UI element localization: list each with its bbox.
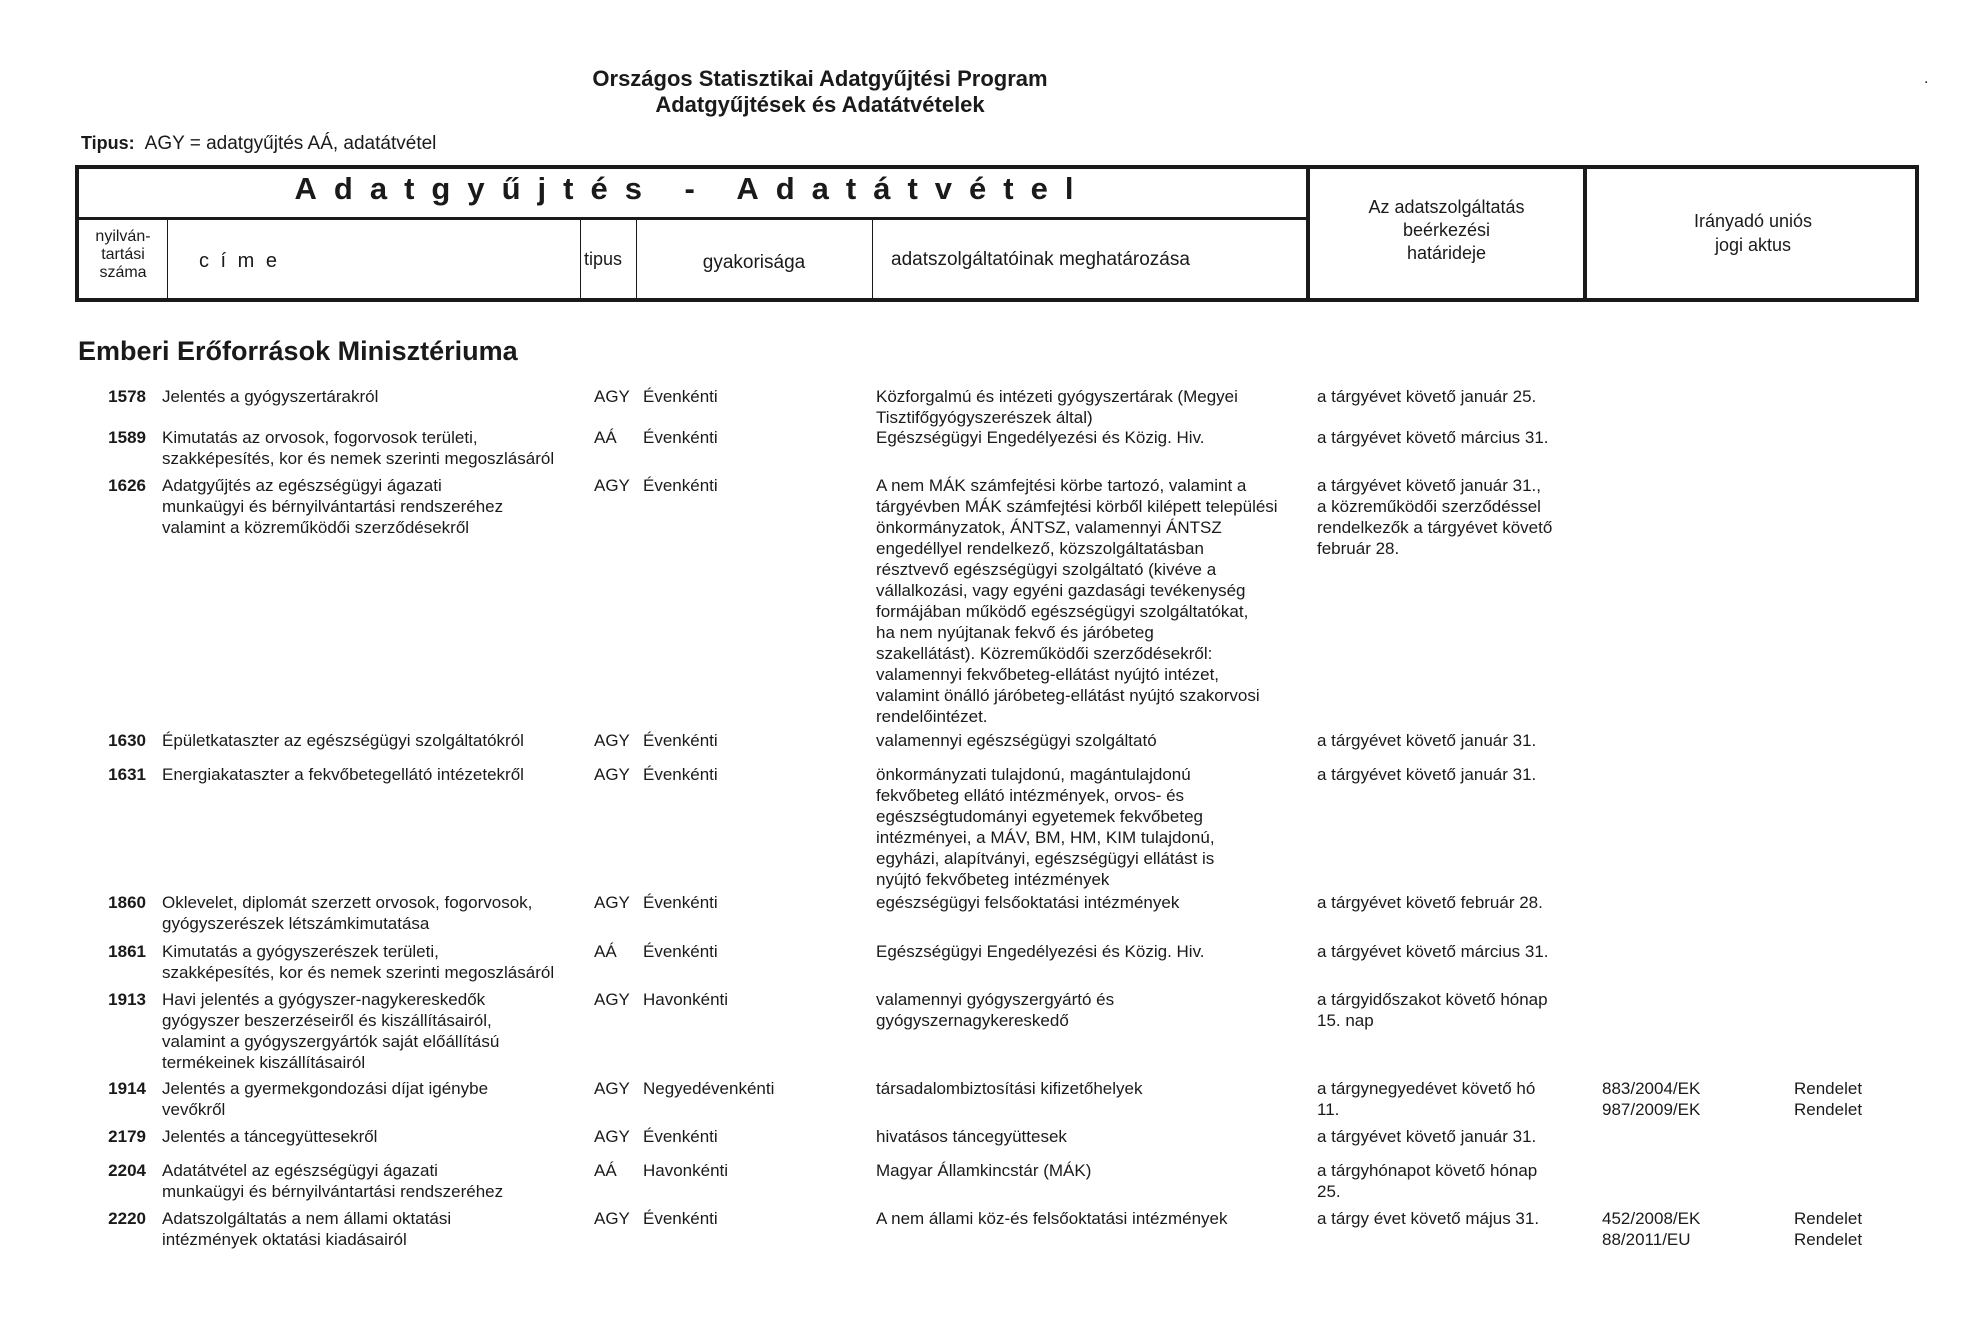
row-deadline-line: a tárgyévet követő január 31. — [1317, 765, 1537, 784]
row-title-line: intézmények oktatási kiadásairól — [162, 1230, 407, 1249]
header-col-type: tipus — [584, 249, 623, 269]
row-deadline-line: rendelkezők a tárgyévet követő — [1317, 518, 1553, 537]
row-title — [162, 941, 592, 983]
row-eu-act — [1602, 1208, 1762, 1250]
row-number: 1861 — [108, 942, 146, 961]
header-vline-title — [580, 220, 581, 298]
row-title-line: vevőkről — [162, 1100, 226, 1119]
row-deadline-line: 11. — [1317, 1100, 1340, 1119]
header-col-title: c í m e — [199, 250, 281, 272]
row-provider — [876, 989, 1316, 1031]
row-title — [162, 1126, 592, 1147]
row-eu-act — [1602, 1078, 1762, 1120]
row-deadline-line: a tárgyévet követő január 31. — [1317, 1127, 1537, 1146]
type-legend-text: AGY = adatgyűjtés AÁ, adatátvétel — [144, 133, 437, 154]
row-provider-line: Egészségügyi Engedélyezési és Közig. Hiv. — [876, 428, 1205, 447]
row-provider-line: tárgyévben MÁK számfejtési körből kilépett települési — [876, 497, 1278, 516]
header-col-num-line: száma — [99, 264, 147, 281]
row-number: 1626 — [108, 476, 146, 495]
row-deadline-line: a tárgyévet követő március 31. — [1317, 942, 1549, 961]
header-col-num-line: nyilván- — [95, 228, 151, 245]
row-deadline-line: a tárgyhónapot követő hónap — [1317, 1161, 1538, 1180]
row-number: 1578 — [108, 387, 146, 406]
type-legend — [81, 133, 436, 155]
row-frequency: Negyedévenkénti — [643, 1079, 775, 1098]
row-title-line: Kimutatás a gyógyszerészek területi, — [162, 942, 439, 961]
row-frequency: Évenkénti — [643, 942, 718, 961]
row-title-line: Oklevelet, diplomát szerzett orvosok, fogorvosok, — [162, 893, 533, 912]
row-provider — [876, 941, 1316, 962]
row-provider-line: résztvevő egészségügyi szolgáltató (kivéve a — [876, 560, 1217, 579]
row-eu-act-kind-line: Rendelet — [1794, 1209, 1863, 1228]
row-provider-line: A nem állami köz-és felsőoktatási intézmények — [876, 1209, 1228, 1228]
row-deadline-line: a tárgyidőszakot követő hónap — [1317, 990, 1548, 1009]
header-col-deadline-line: határideje — [1406, 243, 1487, 263]
row-provider-line: A nem MÁK számfejtési körbe tartozó, valamint a — [876, 476, 1247, 495]
row-frequency: Évenkénti — [643, 765, 718, 784]
row-title-line: Jelentés a gyógyszertárakról — [162, 387, 379, 406]
row-provider — [876, 1126, 1316, 1147]
row-provider-line: nyújtó fekvőbeteg intézmények — [876, 870, 1110, 889]
row-title-line: gyógyszerészek létszámkimutatása — [162, 914, 430, 933]
header-big-title: Adatgyűjtés - Adatátvétel — [294, 171, 1091, 206]
row-deadline — [1317, 892, 1582, 913]
row-type: AGY — [594, 1127, 630, 1146]
header-vline-num — [167, 220, 168, 298]
row-title-line: valamint a gyógyszergyártók saját előállítású — [162, 1032, 500, 1051]
row-frequency: Havonkénti — [643, 1161, 729, 1180]
row-title-line: Jelentés a gyermekgondozási díjat igénybe — [162, 1079, 489, 1098]
table-header — [75, 165, 1919, 302]
row-deadline-line: február 28. — [1317, 539, 1400, 558]
row-deadline — [1317, 941, 1582, 962]
row-provider-line: Tisztifőgyógyszerészek által) — [876, 408, 1093, 427]
row-title — [162, 1160, 592, 1202]
corner-mark: . — [1924, 70, 1929, 87]
row-provider — [876, 1160, 1316, 1181]
header-col-provider: adatszolgáltatóinak meghatározása — [891, 249, 1190, 270]
row-eu-act-line: 883/2004/EK — [1602, 1079, 1701, 1098]
row-provider — [876, 1208, 1316, 1229]
row-title-line: Havi jelentés a gyógyszer-nagykereskedők — [162, 990, 486, 1009]
header-col-deadline — [1310, 196, 1583, 265]
row-number: 1589 — [108, 428, 146, 447]
row-provider — [876, 386, 1316, 428]
row-provider — [876, 730, 1316, 751]
type-legend-label: Tipus: — [81, 133, 135, 153]
row-eu-act-kind — [1794, 1078, 1914, 1120]
row-provider-line: rendelőintézet. — [876, 707, 988, 726]
row-provider-line: egészségügyi felsőoktatási intézmények — [876, 893, 1180, 912]
row-eu-act-kind — [1794, 1208, 1914, 1250]
row-provider-line: gyógyszernagykereskedő — [876, 1011, 1069, 1030]
page-title: Országos Statisztikai Adatgyűjtési Program — [592, 66, 1048, 91]
row-provider-line: Magyar Államkincstár (MÁK) — [876, 1161, 1092, 1180]
row-type: AGY — [594, 893, 630, 912]
row-number: 2179 — [108, 1127, 146, 1146]
page-subtitle: Adatgyűjtések és Adatátvételek — [655, 92, 985, 117]
row-title — [162, 386, 592, 407]
row-frequency: Évenkénti — [643, 476, 718, 495]
row-number: 1860 — [108, 893, 146, 912]
row-title-line: valamint a közreműködői szerződésekről — [162, 518, 470, 537]
row-provider-line: ha nem nyújtanak fekvő és járóbeteg — [876, 623, 1154, 642]
row-deadline — [1317, 1126, 1582, 1147]
row-provider-line: valamennyi fekvőbeteg-ellátást nyújtó intézet, — [876, 665, 1220, 684]
row-provider-line: hivatásos táncegyüttesek — [876, 1127, 1067, 1146]
row-deadline — [1317, 386, 1582, 407]
row-title-line: Jelentés a táncegyüttesekről — [162, 1127, 378, 1146]
row-frequency: Évenkénti — [643, 1127, 718, 1146]
row-provider-line: intézményei, a MÁV, BM, HM, KIM tulajdonú, — [876, 828, 1215, 847]
row-provider-line: egészségtudományi egyetemek fekvőbeteg — [876, 807, 1203, 826]
row-type: AGY — [594, 990, 630, 1009]
row-eu-act-line: 987/2009/EK — [1602, 1100, 1701, 1119]
row-number: 2220 — [108, 1209, 146, 1228]
row-deadline — [1317, 1208, 1582, 1229]
row-deadline — [1317, 764, 1582, 785]
row-provider-line: Közforgalmú és intézeti gyógyszertárak (Megyei — [876, 387, 1238, 406]
row-frequency: Havonkénti — [643, 990, 729, 1009]
row-number: 2204 — [108, 1161, 146, 1180]
row-title-line: szakképesítés, kor és nemek szerinti megoszlásáról — [162, 963, 555, 982]
row-title-line: gyógyszer beszerzéseiről és kiszállításairól, — [162, 1011, 492, 1030]
row-frequency: Évenkénti — [643, 1209, 718, 1228]
row-frequency: Évenkénti — [643, 428, 718, 447]
header-col-num — [79, 228, 167, 282]
row-eu-act-kind-line: Rendelet — [1794, 1079, 1863, 1098]
row-provider-line: egyházi, alapítványi, egészségügyi ellátást is — [876, 849, 1215, 868]
header-col-freq: gyakorisága — [702, 252, 806, 273]
row-title — [162, 730, 592, 751]
row-deadline-line: a tárgyévet követő február 28. — [1317, 893, 1543, 912]
header-col-eu-line: Irányadó uniós — [1693, 211, 1813, 231]
row-provider-line: valamennyi egészségügyi szolgáltató — [876, 731, 1157, 750]
row-title-line: Épületkataszter az egészségügyi szolgáltatókról — [162, 731, 524, 750]
row-deadline-line: a közreműködői szerződéssel — [1317, 497, 1541, 516]
row-provider-line: vállalkozási, vagy egyéni gazdasági tevékenység — [876, 581, 1246, 600]
row-provider-line: formájában működő egészségügyi szolgáltatókat, — [876, 602, 1249, 621]
row-title — [162, 892, 592, 934]
row-provider-line: valamennyi gyógyszergyártó és — [876, 990, 1115, 1009]
row-provider-line: Egészségügyi Engedélyezési és Közig. Hiv. — [876, 942, 1205, 961]
row-number: 1630 — [108, 731, 146, 750]
row-number: 1913 — [108, 990, 146, 1009]
row-title-line: Adatgyűjtés az egészségügyi ágazati — [162, 476, 442, 495]
row-eu-act-kind-line: Rendelet — [1794, 1100, 1863, 1119]
row-provider — [876, 427, 1316, 448]
row-title-line: Kimutatás az orvosok, fogorvosok területi, — [162, 428, 478, 447]
row-title — [162, 989, 592, 1073]
row-number: 1914 — [108, 1079, 146, 1098]
row-provider — [876, 1078, 1316, 1099]
row-deadline-line: a tárgyévet követő január 25. — [1317, 387, 1537, 406]
row-title-line: munkaügyi és bérnyilvántartási rendszeréhez — [162, 1182, 504, 1201]
header-col-eu-line: jogi aktus — [1714, 235, 1792, 255]
row-type: AÁ — [594, 942, 617, 961]
header-col-deadline-line: beérkezési — [1402, 220, 1491, 240]
row-provider-line: fekvőbeteg ellátó intézmények, orvos- és — [876, 786, 1185, 805]
row-provider-line: önkormányzatok, ÁNTSZ, valamennyi ÁNTSZ — [876, 518, 1222, 537]
row-deadline-line: a tárgyévet követő január 31., — [1317, 476, 1541, 495]
header-col-num-line: tartási — [101, 246, 145, 263]
row-deadline-line: 15. nap — [1317, 1011, 1374, 1030]
row-provider-line: szakellátást). Közreműködői szerződésekről: — [876, 644, 1213, 663]
row-frequency: Évenkénti — [643, 387, 718, 406]
header-col-deadline-line: Az adatszolgáltatás — [1368, 197, 1525, 217]
row-deadline-line: a tárgyévet követő március 31. — [1317, 428, 1549, 447]
row-deadline — [1317, 427, 1582, 448]
row-provider — [876, 475, 1316, 727]
row-type: AGY — [594, 1079, 630, 1098]
row-provider-line: önkormányzati tulajdonú, magántulajdonú — [876, 765, 1191, 784]
row-title — [162, 475, 592, 538]
row-provider — [876, 764, 1316, 890]
row-type: AÁ — [594, 428, 617, 447]
row-deadline — [1317, 730, 1582, 751]
row-provider-line: valamint önálló járóbeteg-ellátást nyújtó szakorvosi — [876, 686, 1260, 705]
row-number: 1631 — [108, 765, 146, 784]
header-vline-freq — [872, 220, 873, 298]
row-frequency: Évenkénti — [643, 731, 718, 750]
ministry-heading: Emberi Erőforrások Minisztériuma — [78, 336, 518, 366]
row-type: AGY — [594, 387, 630, 406]
row-title — [162, 427, 592, 469]
row-title — [162, 764, 592, 785]
row-type: AGY — [594, 731, 630, 750]
row-provider-line: társadalombiztosítási kifizetőhelyek — [876, 1079, 1143, 1098]
row-title-line: Adatátvétel az egészségügyi ágazati — [162, 1161, 438, 1180]
row-eu-act-line: 88/2011/EU — [1602, 1230, 1691, 1249]
row-title-line: termékeinek kiszállításairól — [162, 1053, 366, 1072]
row-title — [162, 1078, 592, 1120]
row-deadline — [1317, 1078, 1582, 1120]
header-divider — [79, 217, 1306, 220]
row-title-line: Adatszolgáltatás a nem állami oktatási — [162, 1209, 452, 1228]
row-type: AGY — [594, 1209, 630, 1228]
row-title-line: Energiakataszter a fekvőbetegellátó intézetekről — [162, 765, 524, 784]
row-deadline — [1317, 1160, 1582, 1202]
row-provider-line: engedéllyel rendelkező, közszolgáltatásban — [876, 539, 1204, 558]
row-title — [162, 1208, 592, 1250]
row-type: AGY — [594, 476, 630, 495]
row-title-line: szakképesítés, kor és nemek szerinti megoszlásáról — [162, 449, 555, 468]
row-deadline — [1317, 989, 1582, 1031]
row-deadline-line: a tárgynegyedévet követő hó — [1317, 1079, 1536, 1098]
row-deadline-line: a tárgy évet követő május 31. — [1317, 1209, 1540, 1228]
row-deadline-line: a tárgyévet követő január 31. — [1317, 731, 1537, 750]
row-type: AÁ — [594, 1161, 617, 1180]
row-provider — [876, 892, 1316, 913]
row-eu-act-line: 452/2008/EK — [1602, 1209, 1701, 1228]
header-col-eu — [1587, 209, 1919, 257]
row-deadline — [1317, 475, 1582, 559]
row-eu-act-kind-line: Rendelet — [1794, 1230, 1863, 1249]
row-title-line: munkaügyi és bérnyilvántartási rendszeréhez — [162, 497, 504, 516]
row-frequency: Évenkénti — [643, 893, 718, 912]
row-type: AGY — [594, 765, 630, 784]
row-deadline-line: 25. — [1317, 1182, 1341, 1201]
